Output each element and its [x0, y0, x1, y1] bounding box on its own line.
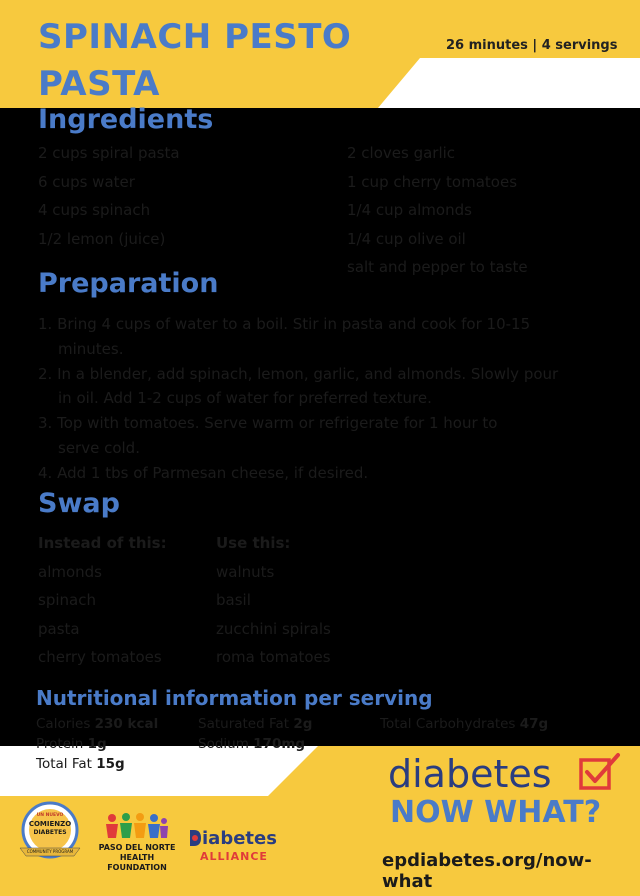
swap-to-item: zucchini spirals: [216, 619, 331, 638]
nutrition-saturated-fat: [198, 714, 378, 734]
preparation-heading: Preparation: [38, 268, 219, 299]
step-text-continued: minutes.: [58, 339, 124, 358]
nutrient-value: 15g: [96, 756, 125, 772]
swap-from-item: almonds: [38, 562, 102, 581]
swap-from-item: cherry tomatoes: [38, 648, 162, 667]
logo2-line-1: PASO DEL NORTE: [98, 843, 176, 852]
swap-from-column: [38, 529, 213, 672]
step-number: 1.: [38, 315, 53, 333]
nutrition-protein: [36, 734, 196, 754]
recipe-title: [38, 14, 398, 108]
prep-step: [38, 362, 628, 412]
swap-to-item: roma tomatoes: [216, 648, 331, 667]
prep-step: [38, 411, 628, 461]
checkbox-check-icon: [578, 752, 622, 794]
nutrition-col-2: [198, 714, 378, 754]
nutrient-value: 47g: [519, 716, 549, 732]
logo3-word: iabetes: [202, 828, 277, 849]
ingredient-item: 2 cloves garlic: [347, 144, 456, 162]
nutrition-col-3: [380, 714, 630, 734]
ingredients-left-list: [38, 139, 338, 253]
swap-to-item: basil: [216, 591, 251, 610]
nutrition-col-1: [36, 714, 196, 774]
nutrient-value: 2g: [293, 716, 313, 732]
ingredient-item: 4 cups spinach: [38, 201, 151, 220]
step-number: 2.: [38, 364, 53, 383]
swap-column-header: Use this:: [216, 534, 291, 552]
ingredients-heading: Ingredients: [38, 104, 214, 135]
ingredient-item: 2 cups spiral pasta: [38, 144, 180, 162]
ingredient-item: 1/4 cup almonds: [347, 201, 472, 220]
logo1-banner-text: COMMUNITY PROGRAM: [26, 849, 74, 854]
swap-to-column: [216, 529, 416, 672]
ingredient-item: 1 cup cherry tomatoes: [347, 172, 518, 191]
paso-del-norte-figures-icon: [104, 812, 168, 840]
title-line-1: SPINACH PESTO: [38, 17, 352, 57]
swap-heading: Swap: [38, 488, 120, 519]
nutrient-label: Saturated Fat: [198, 716, 294, 732]
swap-from-item: pasta: [38, 619, 80, 638]
swap-to-item: walnuts: [216, 562, 275, 581]
ingredient-item: salt and pepper to taste: [347, 258, 528, 277]
brand-wordmark: diabetes: [388, 752, 552, 796]
nutrient-label: Protein: [36, 736, 88, 752]
ingredient-item: 1/2 lemon (juice): [38, 229, 166, 248]
website-url[interactable]: epdiabetes.org/now-what: [382, 850, 592, 892]
nutrition-carbohydrates: [380, 714, 630, 734]
nutrient-label: Sodium: [198, 736, 254, 752]
logo3-sub: ALLIANCE: [200, 850, 268, 863]
step-number: 3.: [38, 414, 53, 433]
nutrition-total-fat: [36, 754, 196, 774]
step-text-continued: serve cold.: [58, 438, 140, 457]
nutrient-label: Total Carbohydrates: [380, 716, 520, 732]
nutrient-label: Calories: [36, 716, 95, 732]
nutrient-value: 1g: [87, 736, 107, 752]
brand-tagline: NOW WHAT?: [390, 795, 602, 830]
step-text-continued: in oil. Add 1-2 cups of water for preferred texture.: [58, 389, 432, 408]
step-text: In a blender, add spinach, lemon, garlic, and almonds. Slowly pour: [57, 364, 559, 383]
step-text: Top with tomatoes. Serve warm or refrigerate for 1 hour to: [57, 414, 498, 433]
nutrition-heading: Nutritional information per serving: [36, 686, 433, 710]
ingredient-item: 1/4 cup olive oil: [347, 229, 466, 248]
preparation-steps: [38, 312, 628, 486]
nutrition-sodium: [198, 734, 378, 754]
paso-del-norte-logo-text: [96, 843, 178, 873]
prep-step: [38, 461, 628, 486]
title-line-2: PASTA: [38, 64, 160, 104]
nutrient-label: Total Fat: [36, 756, 97, 772]
time-servings: 26 minutes | 4 servings: [446, 38, 618, 53]
logo1-main-text: COMIENZO: [28, 820, 72, 828]
ingredient-item: 6 cups water: [38, 172, 135, 191]
ingredients-right-list: [347, 139, 627, 282]
step-text: Bring 4 cups of water to a boil. Stir in pasta and cook for 10-15: [57, 315, 531, 333]
swap-from-item: spinach: [38, 591, 96, 610]
nutrient-value: 230 kcal: [94, 716, 159, 732]
step-number: 4.: [38, 463, 53, 482]
logo1-sub-text: DIABETES: [33, 829, 67, 836]
logo1-top-text: UN NUEVO: [36, 813, 64, 818]
nutrition-calories: [36, 714, 196, 734]
nutrient-value: 170mg: [253, 736, 306, 752]
prep-step: [38, 312, 628, 362]
diabetes-alliance-d-icon: [188, 828, 202, 848]
swap-column-header: Instead of this:: [38, 534, 167, 552]
step-text: Add 1 tbs of Parmesan cheese, if desired.: [57, 463, 369, 482]
logo2-line-2: HEALTH FOUNDATION: [107, 853, 167, 872]
